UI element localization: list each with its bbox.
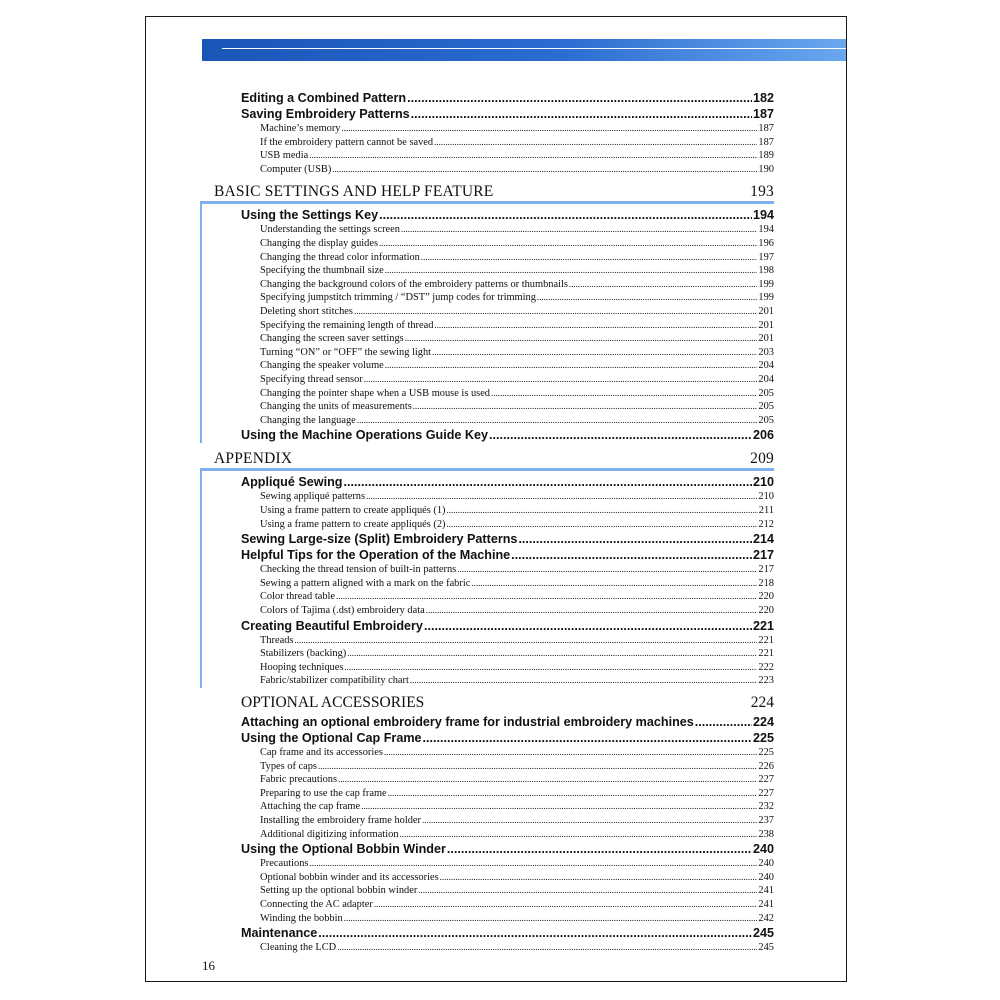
dot-leader xyxy=(447,504,758,518)
toc-entry-page: 199 xyxy=(758,292,774,304)
toc-entry-title: Checking the thread tension of built-in patterns xyxy=(260,564,457,576)
dot-leader xyxy=(537,291,758,305)
toc-entry-title: Changing the speaker volume xyxy=(260,360,384,372)
toc-entry-page: 221 xyxy=(752,618,774,633)
toc-entry-page: 203 xyxy=(758,346,774,358)
toc-entry-subitem xyxy=(260,278,774,292)
toc-entry-title: Sewing Large-size (Split) Embroidery Patterns xyxy=(241,532,518,547)
dot-leader xyxy=(411,106,752,122)
toc-entry-page: 225 xyxy=(758,747,774,758)
dot-leader xyxy=(366,490,757,504)
toc-entry-subitem xyxy=(260,237,774,251)
toc-entry-page: 241 xyxy=(758,899,774,910)
toc-entry-subitem xyxy=(260,359,774,373)
toc-entry-title: Connecting the AC adapter xyxy=(260,899,373,910)
section-rule xyxy=(200,201,774,204)
toc-entry-page: 194 xyxy=(752,208,774,223)
toc-entry-title: Optional bobbin winder and its accessories xyxy=(260,871,439,883)
toc-entry-heading xyxy=(241,474,774,490)
manual-page xyxy=(145,16,847,982)
toc-entry-page: 197 xyxy=(758,251,774,263)
toc-entry-title: Sewing appliqué patterns xyxy=(260,491,366,503)
toc-entry-title: Additional digitizing information xyxy=(260,828,399,840)
toc-entry-page: 187 xyxy=(758,123,774,134)
toc-entry-title: Setting up the optional bobbin winder xyxy=(260,885,418,897)
toc-entry-page: 240 xyxy=(758,858,774,870)
dot-leader xyxy=(364,373,758,387)
toc-entry-page: 238 xyxy=(758,828,774,840)
dot-leader xyxy=(342,122,758,136)
toc-entry-title: Specifying the thumbnail size xyxy=(260,265,384,277)
dot-leader xyxy=(518,531,752,547)
dot-leader xyxy=(338,773,757,787)
toc-entry-page: 210 xyxy=(758,491,774,503)
toc-entry-page: 214 xyxy=(752,532,774,547)
toc-entry-subitem xyxy=(260,305,774,319)
toc-entry-page: 196 xyxy=(758,238,774,249)
toc-entry-subitem xyxy=(260,373,774,387)
toc-entry-page: 189 xyxy=(758,150,774,162)
toc-entry-subitem xyxy=(260,590,774,604)
toc-entry-title: Saving Embroidery Patterns xyxy=(241,107,410,121)
dot-leader xyxy=(354,305,757,319)
section-page: 193 xyxy=(750,183,774,201)
dot-leader xyxy=(384,746,757,760)
section-rule xyxy=(200,468,774,471)
toc-entry-page: 199 xyxy=(758,278,774,290)
toc-entry-subitem xyxy=(260,941,774,955)
toc-entry-title: Creating Beautiful Embroidery xyxy=(241,618,423,633)
toc-entry-title: Using the Optional Cap Frame xyxy=(241,731,422,745)
dot-leader xyxy=(422,814,757,828)
toc-entry-page: 245 xyxy=(758,942,774,954)
toc-entry-subitem xyxy=(260,400,774,414)
toc-entry-title: Fabric/stabilizer compatibility chart xyxy=(260,675,409,687)
toc-entry-title: Deleting short stitches xyxy=(260,306,353,317)
toc-entry-page: 226 xyxy=(758,760,774,772)
toc-entry-title: Attaching an optional embroidery frame for industrial embroidery machines xyxy=(241,715,694,729)
toc-entry-page: 217 xyxy=(752,548,774,563)
dot-leader xyxy=(511,547,752,563)
dot-leader xyxy=(407,90,752,106)
toc-entry-page: 240 xyxy=(758,871,774,883)
toc-entry-title: Color thread table xyxy=(260,591,336,603)
toc-entry-subitem xyxy=(260,871,774,885)
toc-entry-title: Editing a Combined Pattern xyxy=(241,91,407,105)
toc-entry-title: Changing the background colors of the embroidery patterns or thumbnails xyxy=(260,278,568,290)
toc-entry-page: 204 xyxy=(758,360,774,372)
toc-entry-title: Computer (USB) xyxy=(260,163,332,175)
toc-entry-page: 237 xyxy=(758,815,774,826)
toc-entry-title: Specifying thread sensor xyxy=(260,374,363,385)
dot-leader xyxy=(388,787,758,801)
dot-leader xyxy=(405,332,758,346)
toc-entry-page: 227 xyxy=(758,774,774,786)
toc-entry-title: Types of caps xyxy=(260,760,317,772)
toc-entry-title: Hooping techniques xyxy=(260,661,344,673)
toc-entry-subitem xyxy=(260,490,774,504)
toc-entry-subitem xyxy=(260,884,774,898)
toc-entry-title: Maintenance xyxy=(241,926,318,941)
dot-leader xyxy=(309,149,757,163)
toc-entry-page: 241 xyxy=(758,885,774,897)
toc-entry-title: Installing the embroidery frame holder xyxy=(260,815,421,826)
section-side-rule xyxy=(200,469,202,688)
dot-leader xyxy=(347,647,757,661)
dot-leader xyxy=(410,674,758,688)
toc-entry-subitem xyxy=(260,787,774,801)
toc-entry-subitem xyxy=(260,346,774,360)
toc-entry-title: Precautions xyxy=(260,858,309,870)
toc-entry-page: 223 xyxy=(758,675,774,687)
toc-entry-title: Threads xyxy=(260,634,294,646)
toc-entry-page: 206 xyxy=(752,428,774,443)
toc-entry-subitem xyxy=(260,647,774,661)
dot-leader xyxy=(471,577,757,591)
dot-leader xyxy=(337,941,757,955)
toc-entry-title: Changing the language xyxy=(260,414,356,426)
toc-entry-page: 204 xyxy=(758,374,774,385)
toc-entry-subitem xyxy=(260,828,774,842)
toc-entry-subitem xyxy=(260,814,774,828)
toc-entry-page: 212 xyxy=(758,518,774,530)
toc-entry-page: 182 xyxy=(752,91,774,105)
toc-entry-title: Preparing to use the cap frame xyxy=(260,787,387,799)
dot-leader xyxy=(401,223,757,237)
toc-entry-title: Machine’s memory xyxy=(260,123,341,134)
dot-leader xyxy=(336,590,757,604)
toc-entry-title: Using a frame pattern to create appliqués (1) xyxy=(260,505,446,516)
dot-leader xyxy=(424,618,752,634)
toc-entry-heading xyxy=(241,106,774,122)
page-number: 16 xyxy=(202,958,215,973)
toc-entry-heading xyxy=(241,90,774,106)
toc-entry-subitem xyxy=(260,387,774,401)
dot-leader xyxy=(423,730,752,746)
section-heading xyxy=(214,449,774,469)
dot-leader xyxy=(357,414,758,428)
toc-entry-subitem xyxy=(260,563,774,577)
section-page: 209 xyxy=(750,450,774,468)
toc-entry-subitem xyxy=(260,504,774,518)
dot-leader xyxy=(343,474,752,490)
dot-leader xyxy=(332,163,757,177)
dot-leader xyxy=(457,563,757,577)
toc-entry-title: USB media xyxy=(260,150,309,162)
toc-entry-page: 220 xyxy=(758,605,774,616)
toc-entry-heading xyxy=(241,714,774,730)
dot-leader xyxy=(400,828,758,842)
dot-leader xyxy=(385,264,758,278)
dot-leader xyxy=(440,871,758,885)
toc-entry-heading xyxy=(241,730,774,746)
toc-entry-subitem xyxy=(260,291,774,305)
dot-leader xyxy=(695,714,752,730)
toc-entry-title: Fabric precautions xyxy=(260,774,338,786)
dot-leader xyxy=(426,604,758,618)
toc-entry-subitem xyxy=(260,319,774,333)
toc-entry-title: Changing the pointer shape when a USB mouse is used xyxy=(260,387,491,399)
toc-entry-title: Using the Machine Operations Guide Key xyxy=(241,428,489,443)
toc-entry-page: 245 xyxy=(752,926,774,941)
toc-entry-subitem xyxy=(260,149,774,163)
toc-entry-page: 198 xyxy=(758,265,774,277)
toc-entry-subitem xyxy=(260,674,774,688)
toc-entry-subitem xyxy=(260,414,774,428)
toc-entry-title: Specifying jumpstitch trimming / “DST” jump codes for trimming xyxy=(260,292,536,304)
toc-entry-subitem xyxy=(260,800,774,814)
toc-entry-heading xyxy=(241,841,774,857)
toc-entry-title: Using the Settings Key xyxy=(241,208,379,223)
dot-leader xyxy=(491,387,757,401)
toc-entry-page: 187 xyxy=(752,107,774,121)
toc-entry-page: 211 xyxy=(758,505,774,516)
dot-leader xyxy=(344,912,758,926)
toc-entry-page: 210 xyxy=(752,475,774,490)
toc-entry-subitem xyxy=(260,661,774,675)
toc-entry-subitem xyxy=(260,518,774,532)
toc-entry-subitem xyxy=(260,634,774,648)
toc-entry-page: 205 xyxy=(758,414,774,426)
toc-entry-page: 205 xyxy=(758,387,774,399)
toc-entry-title: Changing the thread color information xyxy=(260,251,420,263)
dot-leader xyxy=(418,884,757,898)
section-side-rule xyxy=(200,202,202,443)
toc-entry-subitem xyxy=(260,122,774,136)
toc-entry-heading xyxy=(241,531,774,547)
toc-entry-subitem xyxy=(260,264,774,278)
toc-entry-title: If the embroidery pattern cannot be saved xyxy=(260,136,434,148)
toc-entry-page: 242 xyxy=(758,912,774,924)
header-banner xyxy=(202,39,847,61)
toc-entry-title: Changing the screen saver settings xyxy=(260,333,404,345)
toc-entry-subitem xyxy=(260,912,774,926)
toc-entry-page: 205 xyxy=(758,401,774,413)
toc-entry-page: 227 xyxy=(758,787,774,799)
toc-entry-page: 222 xyxy=(758,661,774,673)
toc-entry-page: 220 xyxy=(758,591,774,603)
toc-entry-page: 187 xyxy=(758,136,774,148)
section-heading xyxy=(214,182,774,202)
section-title: APPENDIX xyxy=(214,450,293,468)
toc-entry-subitem xyxy=(260,223,774,237)
dot-leader xyxy=(447,841,752,857)
dot-leader xyxy=(309,857,757,871)
toc-entry-title: Turning “ON” or “OFF” the sewing light xyxy=(260,346,432,358)
toc-entry-page: 218 xyxy=(758,577,774,589)
toc-entry-subitem xyxy=(260,251,774,265)
toc-entry-title: Using the Optional Bobbin Winder xyxy=(241,842,446,857)
dot-leader xyxy=(318,760,757,774)
dot-leader xyxy=(447,518,758,532)
section-title: OPTIONAL ACCESSORIES xyxy=(241,694,425,711)
toc-entry-title: Colors of Tajima (.dst) embroidery data xyxy=(260,605,425,616)
dot-leader xyxy=(434,319,757,333)
dot-leader xyxy=(374,898,758,912)
toc-entry-heading xyxy=(241,207,774,223)
dot-leader xyxy=(489,427,752,443)
dot-leader xyxy=(413,400,758,414)
toc-entry-subitem xyxy=(260,746,774,760)
toc-entry-subitem xyxy=(260,332,774,346)
toc-entry-title: Attaching the cap frame xyxy=(260,801,361,813)
dot-leader xyxy=(432,346,757,360)
toc-entry-heading xyxy=(241,547,774,563)
section-heading xyxy=(241,693,774,713)
toc-entry-page: 194 xyxy=(758,224,774,236)
dot-leader xyxy=(318,925,752,941)
toc-entry-subitem xyxy=(260,857,774,871)
toc-entry-title: Sewing a pattern aligned with a mark on the fabric xyxy=(260,577,471,589)
toc-entry-subitem xyxy=(260,604,774,618)
toc-entry-subitem xyxy=(260,136,774,150)
dot-leader xyxy=(569,278,758,292)
toc-entry-title: Stabilizers (backing) xyxy=(260,648,347,660)
toc-entry-heading xyxy=(241,925,774,941)
dot-leader xyxy=(421,251,758,265)
toc-entry-title: Cleaning the LCD xyxy=(260,942,337,954)
toc-entry-page: 201 xyxy=(758,306,774,317)
toc-entry-subitem xyxy=(260,163,774,177)
toc-entry-title: Using a frame pattern to create appliqués (2) xyxy=(260,518,446,530)
section-title: BASIC SETTINGS AND HELP FEATURE xyxy=(214,183,494,201)
toc-entry-title: Specifying the remaining length of thread xyxy=(260,319,434,331)
dot-leader xyxy=(379,237,757,251)
dot-leader xyxy=(379,207,752,223)
toc-entry-page: 224 xyxy=(752,715,774,729)
toc-entry-subitem xyxy=(260,577,774,591)
toc-entry-page: 201 xyxy=(758,333,774,345)
toc-entry-page: 221 xyxy=(758,648,774,660)
toc-entry-heading xyxy=(241,427,774,443)
toc-entry-subitem xyxy=(260,760,774,774)
toc-entry-page: 232 xyxy=(758,801,774,813)
toc-entry-title: Changing the units of measurements xyxy=(260,401,412,413)
toc-entry-title: Appliqué Sewing xyxy=(241,475,343,490)
toc-entry-title: Cap frame and its accessories xyxy=(260,747,383,758)
dot-leader xyxy=(361,800,757,814)
toc-entry-page: 190 xyxy=(758,163,774,175)
toc-entry-subitem xyxy=(260,773,774,787)
toc-entry-page: 221 xyxy=(758,634,774,646)
dot-leader xyxy=(344,661,757,675)
dot-leader xyxy=(385,359,758,373)
section-page: 224 xyxy=(750,694,774,711)
toc-entry-subitem xyxy=(260,898,774,912)
banner-line xyxy=(222,48,847,49)
toc-entry-heading xyxy=(241,618,774,634)
dot-leader xyxy=(294,634,757,648)
toc-entry-page: 240 xyxy=(752,842,774,857)
toc-entry-title: Changing the display guides xyxy=(260,238,379,249)
dot-leader xyxy=(434,136,757,150)
toc-entry-title: Winding the bobbin xyxy=(260,912,343,924)
toc-entry-title: Helpful Tips for the Operation of the Machine xyxy=(241,548,511,563)
toc-entry-title: Understanding the settings screen xyxy=(260,224,400,236)
toc-entry-page: 201 xyxy=(758,319,774,331)
toc-entry-page: 217 xyxy=(758,564,774,576)
toc-entry-page: 225 xyxy=(752,731,774,745)
